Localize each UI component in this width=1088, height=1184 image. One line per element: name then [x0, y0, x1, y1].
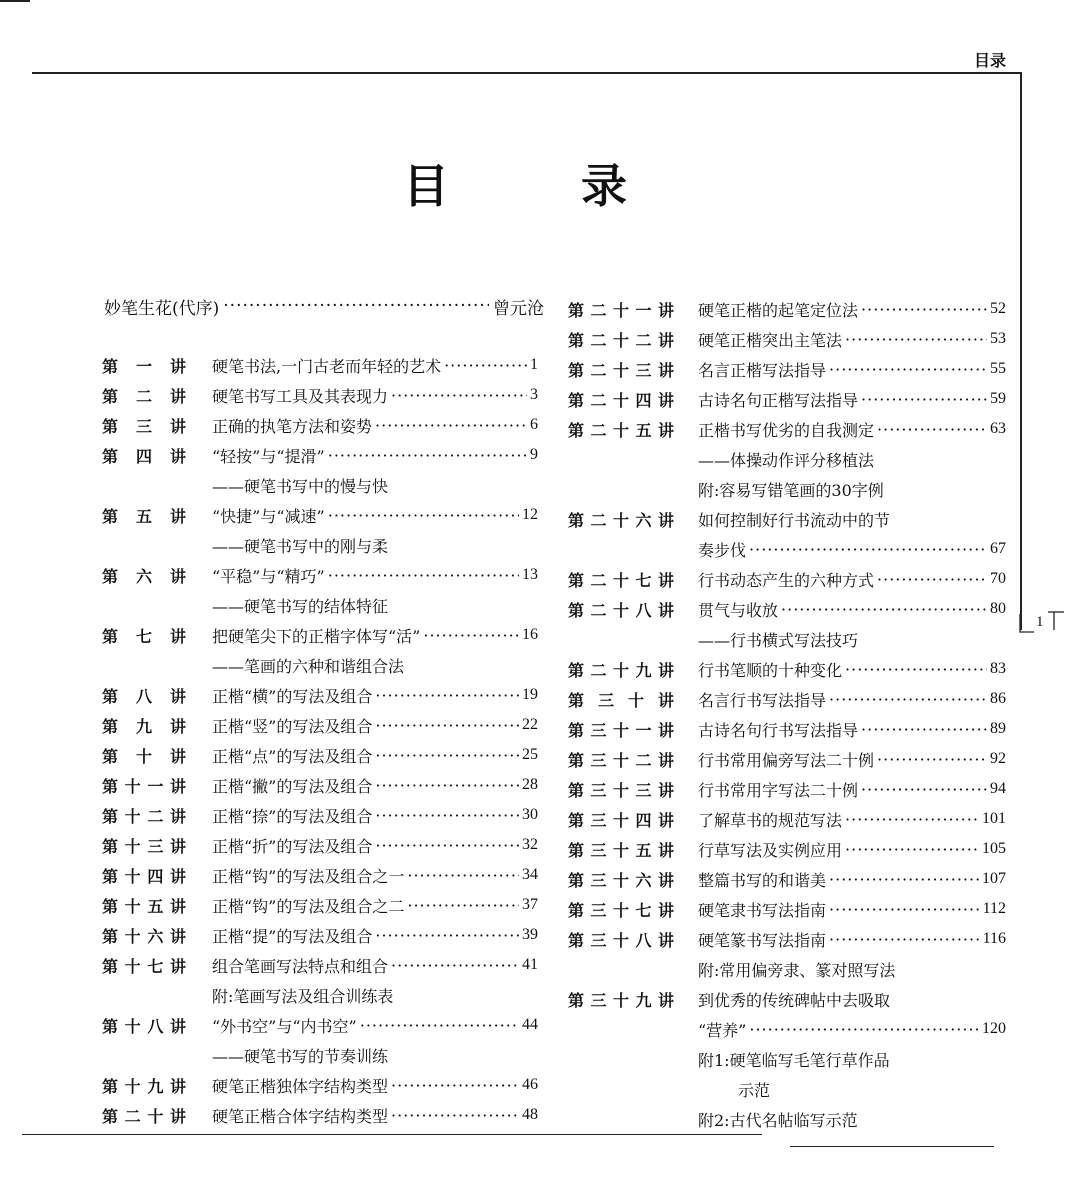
lecture-label: 第三十三讲 — [568, 780, 674, 800]
page-ref: 94 — [990, 780, 1006, 797]
page-title: 目 录 — [402, 159, 685, 213]
lecture-label: 第二十一讲 — [568, 300, 674, 320]
leader-dots — [877, 750, 987, 769]
page-ref: 3 — [530, 386, 538, 403]
toc-entry — [568, 324, 1006, 354]
leader-dots — [223, 296, 489, 316]
entry-title-wrap — [212, 1074, 538, 1097]
leader-dots — [375, 416, 527, 435]
entry-title-wrap — [698, 688, 1006, 711]
page-ref: 6 — [530, 416, 538, 433]
entry-title: 正楷“点”的写法及组合 — [212, 746, 373, 766]
lecture-label: 第二十八讲 — [568, 600, 674, 620]
page-ref: 41 — [522, 956, 538, 973]
entry-title: 正楷书写优劣的自我测定 — [698, 420, 875, 440]
entry-title: 古诗名句行书写法指导 — [698, 720, 859, 740]
entry-title: 正楷“捺”的写法及组合 — [212, 806, 373, 826]
toc-entry — [102, 1070, 538, 1100]
leader-dots — [407, 866, 519, 885]
entry-subtitle: ——硬笔书写的结体特征 — [212, 596, 389, 616]
entry-title-wrap — [698, 388, 1006, 411]
preface-title: 妙笔生花(代序) — [104, 298, 220, 319]
entry-title-wrap — [212, 804, 538, 827]
leader-dots — [845, 660, 987, 679]
entry-title-wrap — [212, 774, 538, 797]
lecture-label: 第二十六讲 — [568, 510, 674, 530]
toc-entry — [568, 294, 1006, 324]
lecture-label: 第三十四讲 — [568, 810, 674, 830]
toc-entry — [102, 950, 538, 980]
page-ref: 105 — [982, 840, 1006, 857]
toc-entry — [102, 770, 538, 800]
leader-dots — [360, 1016, 519, 1035]
page-ref: 39 — [522, 926, 538, 943]
entry-title-wrap — [212, 954, 538, 977]
toc-entry — [102, 680, 538, 710]
lecture-label: 第三十一讲 — [568, 720, 674, 740]
lecture-label: 第 九 讲 — [102, 716, 186, 736]
leader-dots — [749, 1020, 979, 1039]
leader-dots — [781, 600, 987, 619]
toc-entry — [568, 894, 1006, 924]
toc-entry — [102, 500, 538, 530]
entry-title-cont: “营养” — [698, 1020, 747, 1040]
preface-author: 曾元沧 — [493, 298, 544, 319]
entry-title-wrap — [212, 624, 538, 647]
entry-title: “轻按”与“提滑” — [212, 446, 325, 466]
entry-title-wrap — [212, 744, 538, 767]
lecture-label: 第 三 十 讲 — [568, 690, 674, 710]
toc-entry — [568, 834, 1006, 864]
entry-title-wrap — [212, 864, 538, 887]
entry-title: 贯气与收放 — [698, 600, 779, 620]
leader-dots — [375, 836, 519, 855]
entry-title-wrap — [212, 384, 538, 407]
toc-entry — [102, 710, 538, 740]
toc-entry — [102, 440, 538, 470]
page-ref: 34 — [522, 866, 538, 883]
lecture-label: 第三十九讲 — [568, 990, 674, 1010]
leader-dots — [749, 540, 987, 559]
lecture-label: 第三十二讲 — [568, 750, 674, 770]
leader-dots — [328, 506, 519, 525]
page-ref: 22 — [522, 716, 538, 733]
toc-entry — [102, 620, 538, 650]
entry-title-wrap — [698, 568, 1006, 591]
toc-entry — [102, 890, 538, 920]
lecture-label: 第十五讲 — [102, 896, 186, 916]
entry-title-wrap — [698, 358, 1006, 381]
lecture-label: 第 七 讲 — [102, 626, 186, 646]
page-ref: 70 — [990, 570, 1006, 587]
entry-title: 整篇书写的和谐美 — [698, 870, 827, 890]
leader-dots — [829, 900, 980, 919]
toc-entry — [568, 774, 1006, 804]
toc-entry — [102, 800, 538, 830]
entry-title-wrap — [698, 868, 1006, 891]
page-ref: 80 — [990, 600, 1006, 617]
lecture-label: 第三十六讲 — [568, 870, 674, 890]
lecture-label: 第 五 讲 — [102, 506, 186, 526]
entry-title-wrap — [212, 414, 538, 437]
page-ref: 25 — [522, 746, 538, 763]
entry-title: 硬笔正楷合体字结构类型 — [212, 1106, 389, 1126]
entry-title: 如何控制好行书流动中的节 — [698, 510, 891, 530]
toc-entry — [568, 924, 1006, 954]
toc-entry — [102, 830, 538, 860]
leader-dots — [877, 420, 987, 439]
toc-entry — [102, 860, 538, 890]
leader-dots — [375, 746, 519, 765]
running-header: 目录 — [973, 51, 1006, 70]
lecture-label: 第十七讲 — [102, 956, 186, 976]
lecture-label: 第十二讲 — [102, 806, 186, 826]
entry-title-wrap — [698, 538, 1006, 561]
lecture-label: 第二十三讲 — [568, 360, 674, 380]
entry-title: 行书笔顺的十种变化 — [698, 660, 843, 680]
entry-title: “外书空”与“内书空” — [212, 1016, 357, 1036]
toc-entry — [568, 714, 1006, 744]
toc-entry — [568, 384, 1006, 414]
entry-title: 硬笔书法,一门古老而年轻的艺术 — [212, 356, 442, 376]
entry-title: 古诗名句正楷写法指导 — [698, 390, 859, 410]
leader-dots — [444, 356, 527, 375]
leader-dots — [423, 626, 519, 645]
toc-entry — [568, 684, 1006, 714]
entry-title-wrap — [698, 598, 1006, 621]
leader-dots — [375, 716, 519, 735]
entry-title-wrap — [212, 1104, 538, 1127]
lecture-label: 第 六 讲 — [102, 566, 186, 586]
leader-dots — [375, 776, 519, 795]
page-ref: 59 — [990, 390, 1006, 407]
page-ref: 89 — [990, 720, 1006, 737]
entry-title-wrap — [698, 838, 1006, 861]
leader-dots — [375, 926, 519, 945]
lecture-label: 第十八讲 — [102, 1016, 186, 1036]
entry-title-wrap — [212, 1014, 538, 1037]
page-ref: 101 — [982, 810, 1006, 827]
leader-dots — [375, 686, 519, 705]
entry-subtitle: ——行书横式写法技巧 — [698, 630, 859, 650]
entry-title: 了解草书的规范写法 — [698, 810, 843, 830]
entry-title-wrap — [212, 504, 538, 527]
leader-dots — [861, 300, 987, 319]
entry-title: 行书动态产生的六种方式 — [698, 570, 875, 590]
entry-subtitle: ——硬笔书写中的慢与快 — [212, 476, 389, 496]
entry-title-wrap — [212, 684, 538, 707]
page-ref: 53 — [990, 330, 1006, 347]
lecture-label: 第十四讲 — [102, 866, 186, 886]
page-ref: 9 — [530, 446, 538, 463]
entry-title: 硬笔正楷突出主笔法 — [698, 330, 843, 350]
page-number: 1 — [1036, 614, 1044, 630]
entry-subtitle: 示范 — [738, 1080, 771, 1100]
entry-title-wrap — [698, 1018, 1006, 1041]
toc-entry — [568, 744, 1006, 774]
entry-title-wrap — [698, 988, 1006, 1011]
entry-title: 行草写法及实例应用 — [698, 840, 843, 860]
entry-title-wrap — [212, 564, 538, 587]
leader-dots — [391, 1076, 519, 1095]
page-ref: 55 — [990, 360, 1006, 377]
entry-title: 名言正楷写法指导 — [698, 360, 827, 380]
leader-dots — [375, 806, 519, 825]
page-ref: 112 — [982, 900, 1006, 917]
leader-dots — [407, 896, 519, 915]
lecture-label: 第二十讲 — [102, 1106, 186, 1126]
page-ref: 12 — [522, 506, 538, 523]
entry-subtitle: ——硬笔书写中的刚与柔 — [212, 536, 389, 556]
entry-title-wrap — [212, 834, 538, 857]
entry-title: 正楷“撇”的写法及组合 — [212, 776, 373, 796]
toc-entry — [568, 654, 1006, 684]
lecture-label: 第二十五讲 — [568, 420, 674, 440]
page-ref: 13 — [522, 566, 538, 583]
entry-title: “快捷”与“减速” — [212, 506, 325, 526]
lecture-label: 第十一讲 — [102, 776, 186, 796]
page-ref: 44 — [522, 1016, 538, 1033]
toc-entry — [568, 984, 1006, 1014]
top-left-tick — [0, 0, 30, 2]
entry-title: 行书常用偏旁写法二十例 — [698, 750, 875, 770]
page-number-mark — [1018, 610, 1066, 638]
lecture-label: 第 十 讲 — [102, 746, 186, 766]
entry-title-wrap — [698, 778, 1006, 801]
entry-title: “平稳”与“精巧” — [212, 566, 325, 586]
page-ref: 52 — [990, 300, 1006, 317]
page-ref: 116 — [982, 930, 1006, 947]
leader-dots — [829, 930, 980, 949]
entry-title-wrap — [212, 444, 538, 467]
leader-dots — [861, 720, 987, 739]
leader-dots — [328, 566, 519, 585]
preface-entry — [104, 290, 544, 322]
entry-title-wrap — [698, 418, 1006, 441]
lecture-label: 第十六讲 — [102, 926, 186, 946]
entry-subtitle: 附:常用偏旁隶、篆对照写法 — [698, 960, 896, 980]
entry-title-wrap — [698, 808, 1006, 831]
toc-entry — [102, 740, 538, 770]
leader-dots — [328, 446, 527, 465]
entry-title: 正楷“横”的写法及组合 — [212, 686, 373, 706]
entry-title: 硬笔正楷的起笔定位法 — [698, 300, 859, 320]
toc-entry-continued — [698, 534, 1006, 564]
toc-entry — [568, 504, 1006, 534]
entry-title-wrap — [698, 928, 1006, 951]
toc-entry — [568, 414, 1006, 444]
leader-dots — [845, 810, 979, 829]
entry-title-wrap — [698, 718, 1006, 741]
lecture-label: 第 二 讲 — [102, 386, 186, 406]
bottom-rule-left — [22, 1134, 762, 1135]
leader-dots — [845, 330, 987, 349]
entry-title: 组合笔画写法特点和组合 — [212, 956, 389, 976]
lecture-label: 第三十七讲 — [568, 900, 674, 920]
toc-entry-continued — [698, 1014, 1006, 1044]
page-ref: 37 — [522, 896, 538, 913]
page-ref: 86 — [990, 690, 1006, 707]
page-ref: 48 — [522, 1106, 538, 1123]
leader-dots — [877, 570, 987, 589]
lecture-label: 第二十七讲 — [568, 570, 674, 590]
toc-entry — [568, 354, 1006, 384]
lecture-label: 第二十四讲 — [568, 390, 674, 410]
toc-entry — [102, 920, 538, 950]
lecture-label: 第三十八讲 — [568, 930, 674, 950]
toc-entry — [568, 594, 1006, 624]
page-ref: 32 — [522, 836, 538, 853]
page-ref: 92 — [990, 750, 1006, 767]
leader-dots — [829, 870, 979, 889]
lecture-label: 第二十二讲 — [568, 330, 674, 350]
entry-title: 正确的执笔方法和姿势 — [212, 416, 373, 436]
entry-title-cont: 奏步伐 — [698, 540, 747, 560]
page-ref: 120 — [982, 1020, 1006, 1037]
entry-title: 硬笔篆书写法指南 — [698, 930, 827, 950]
entry-title: 名言行书写法指导 — [698, 690, 827, 710]
page-ref: 46 — [522, 1076, 538, 1093]
page-ref: 1 — [530, 356, 538, 373]
bottom-rule-right — [790, 1146, 994, 1147]
entry-title-wrap — [698, 748, 1006, 771]
toc-entry — [102, 560, 538, 590]
top-rule — [32, 72, 1022, 74]
entry-title: 正楷“竖”的写法及组合 — [212, 716, 373, 736]
page-ref: 30 — [522, 806, 538, 823]
entry-title-wrap — [212, 894, 538, 917]
leader-dots — [829, 360, 987, 379]
entry-title: 把硬笔尖下的正楷字体写“活” — [212, 626, 421, 646]
entry-title: 正楷“钩”的写法及组合之一 — [212, 866, 405, 886]
entry-title: 硬笔书写工具及其表现力 — [212, 386, 389, 406]
toc-entry — [102, 1010, 538, 1040]
page-ref: 63 — [990, 420, 1006, 437]
toc-entry — [568, 804, 1006, 834]
entry-title: 行书常用字写法二十例 — [698, 780, 859, 800]
lecture-label: 第三十五讲 — [568, 840, 674, 860]
toc-entry — [102, 1100, 538, 1130]
lecture-label: 第十三讲 — [102, 836, 186, 856]
page-ref: 19 — [522, 686, 538, 703]
entry-title: 正楷“钩”的写法及组合之二 — [212, 896, 405, 916]
entry-subtitle: 附:笔画写法及组合训练表 — [212, 986, 394, 1006]
toc-entry — [102, 380, 538, 410]
entry-title: 正楷“提”的写法及组合 — [212, 926, 373, 946]
entry-title-wrap — [698, 898, 1006, 921]
entry-title: 正楷“折”的写法及组合 — [212, 836, 373, 856]
toc-entry — [102, 410, 538, 440]
entry-subtitle: ——体操动作评分移植法 — [698, 450, 875, 470]
page-ref: 16 — [522, 626, 538, 643]
entry-title-wrap — [698, 508, 1006, 531]
lecture-label: 第 八 讲 — [102, 686, 186, 706]
lecture-label: 第二十九讲 — [568, 660, 674, 680]
toc-entry — [102, 350, 538, 380]
entry-title-wrap — [212, 354, 538, 377]
entry-subtitle: ——硬笔书写的节奏训练 — [212, 1046, 389, 1066]
page-ref: 83 — [990, 660, 1006, 677]
entry-title-wrap — [698, 328, 1006, 351]
leader-dots — [829, 690, 987, 709]
entry-subtitle: 附1:硬笔临写毛笔行草作品 — [698, 1050, 890, 1070]
page-ref: 107 — [982, 870, 1006, 887]
leader-dots — [391, 386, 527, 405]
entry-title: 硬笔隶书写法指南 — [698, 900, 827, 920]
entry-subtitle: ——笔画的六种和谐组合法 — [212, 656, 405, 676]
lecture-label: 第十九讲 — [102, 1076, 186, 1096]
entry-appendix: 附:容易写错笔画的30字例 — [698, 480, 884, 500]
toc-entry — [568, 864, 1006, 894]
leader-dots — [845, 840, 979, 859]
toc-entry — [568, 564, 1006, 594]
entry-title: 硬笔正楷独体字结构类型 — [212, 1076, 389, 1096]
entry-title-wrap — [212, 714, 538, 737]
entry-title: 到优秀的传统碑帖中去吸取 — [698, 990, 891, 1010]
entry-title-wrap — [212, 924, 538, 947]
leader-dots — [861, 780, 987, 799]
lecture-label: 第 四 讲 — [102, 446, 186, 466]
leader-dots — [861, 390, 987, 409]
entry-title-wrap — [698, 298, 1006, 321]
page-ref: 67 — [990, 540, 1006, 557]
lecture-label: 第 一 讲 — [102, 356, 186, 376]
entry-title-wrap — [698, 658, 1006, 681]
lecture-label: 第 三 讲 — [102, 416, 186, 436]
leader-dots — [391, 1106, 519, 1125]
entry-appendix: 附2:古代名帖临写示范 — [698, 1110, 858, 1130]
page-ref: 28 — [522, 776, 538, 793]
leader-dots — [391, 956, 519, 975]
